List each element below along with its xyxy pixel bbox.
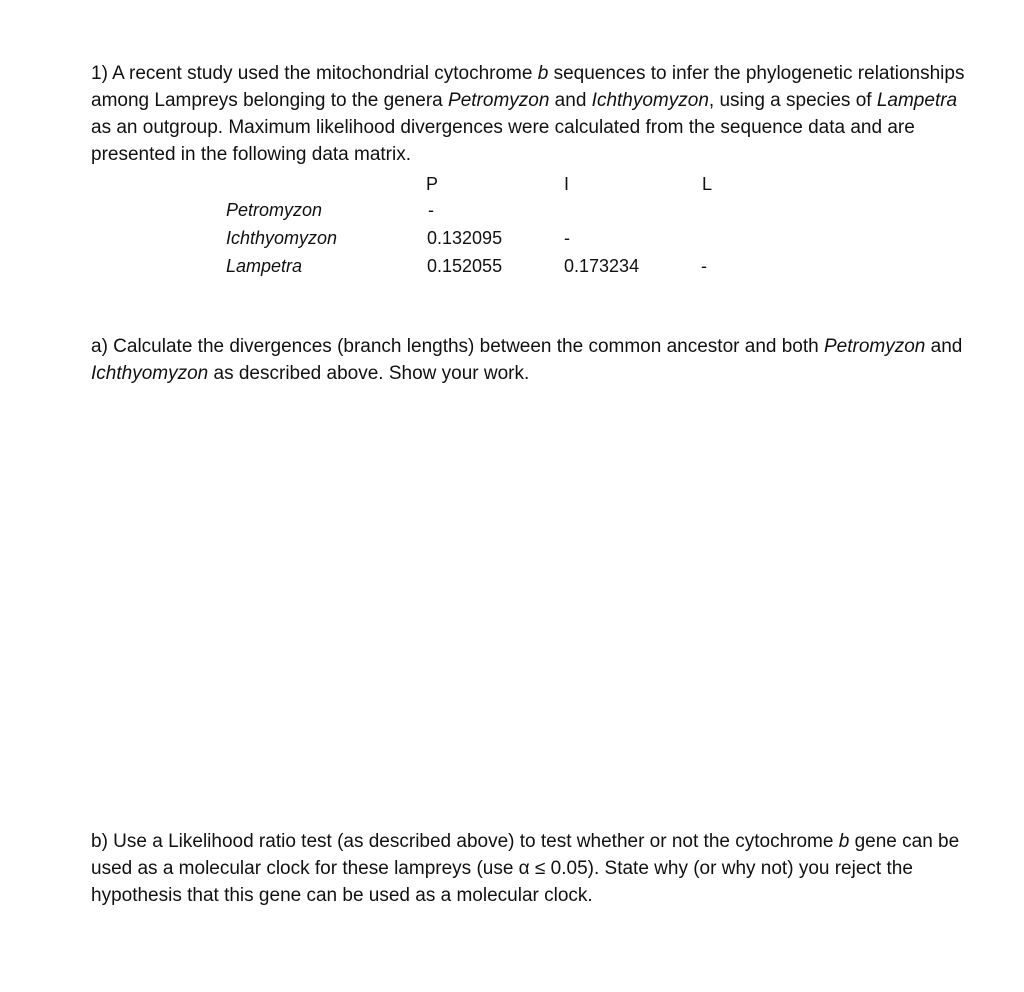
question-1-paragraph xyxy=(91,60,971,168)
part-a-text-2: and xyxy=(925,336,963,357)
q1-text-2: sequences to infer the phylogenetic relationships among Lampreys belonging to the genera xyxy=(91,63,965,111)
q1-genus-petromyzon: Petromyzon xyxy=(448,90,550,111)
matrix-cell-i-i: - xyxy=(564,228,570,248)
part-b-paragraph xyxy=(91,828,971,909)
q1-genus-lampetra: Lampetra xyxy=(876,90,958,111)
matrix-cell-i-p: 0.132095 xyxy=(427,228,503,248)
matrix-cell-p-p: - xyxy=(428,200,434,220)
part-b-text-2: gene can be used as a molecular clock for these lampreys (use α ≤ 0.05). State why (or why not) you reject the hypothesis that this gene can be used as a molecular clock. xyxy=(91,831,960,906)
part-a-genus-petromyzon: Petromyzon xyxy=(823,336,926,357)
q1-gene-b: b xyxy=(537,63,549,84)
matrix-row-label-petromyzon: Petromyzon xyxy=(226,200,323,220)
matrix-cell-l-i: 0.173234 xyxy=(564,256,640,276)
matrix-cell-l-p: 0.152055 xyxy=(427,256,503,276)
q1-text-5: as an outgroup. Maximum likelihood divergences were calculated from the sequence data and are presented in the following data matrix. xyxy=(91,117,915,165)
part-a-paragraph xyxy=(91,333,971,387)
q1-text-1: 1) A recent study used the mitochondrial cytochrome xyxy=(91,63,538,84)
part-a-text-1: a) Calculate the divergences (branch lengths) between the common ancestor and both xyxy=(91,336,824,357)
part-b-gene-b: b xyxy=(838,831,850,852)
part-a-genus-ichthyomyzon: Ichthyomyzon xyxy=(91,363,209,384)
matrix-header-i: I xyxy=(564,174,570,194)
q1-text-4: , using a species of xyxy=(708,90,877,111)
matrix-row-label-ichthyomyzon: Ichthyomyzon xyxy=(226,228,338,248)
part-a-text-3: as described above. Show your work. xyxy=(208,363,530,384)
matrix-header-p: P xyxy=(426,174,439,194)
matrix-cell-l-l: - xyxy=(701,256,707,276)
matrix-row-label-lampetra: Lampetra xyxy=(226,256,303,276)
part-b-text-1: b) Use a Likelihood ratio test (as described above) to test whether or not the cytochrome xyxy=(91,831,839,852)
matrix-header-l: L xyxy=(702,174,713,194)
q1-genus-ichthyomyzon: Ichthyomyzon xyxy=(591,90,709,111)
q1-text-3: and xyxy=(549,90,592,111)
